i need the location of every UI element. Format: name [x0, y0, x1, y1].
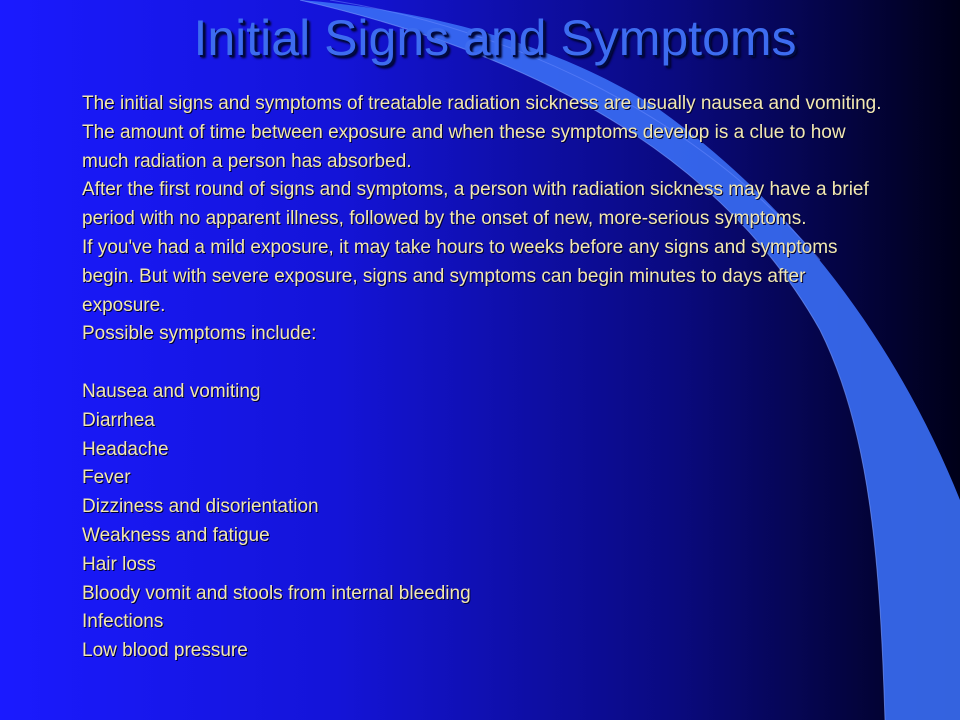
slide-body [82, 90, 882, 666]
symptom-item: Nausea and vomiting [82, 380, 261, 402]
symptom-item: Infections [82, 611, 164, 633]
symptom-item: Bloody vomit and stools from internal bleeding [82, 582, 471, 604]
symptom-item: Fever [82, 467, 131, 489]
paragraph-exposure-timing: If you've had a mild exposure, it may take hours to weeks before any signs and symptoms begin. But with severe exposure, signs and symptoms can begin minutes to days after exposure. [82, 236, 838, 316]
paragraph-symptoms-intro: Possible symptoms include: [82, 323, 317, 345]
symptom-item: Diarrhea [82, 409, 155, 431]
slide-title: Initial Signs and Symptoms [193, 10, 797, 66]
paragraph-latent-period: After the first round of signs and symptoms, a person with radiation sickness may have a brief period with no apparent illness, followed by the onset of new, more-serious symptoms. [82, 179, 869, 230]
symptom-list [82, 378, 882, 666]
blank-line [82, 349, 882, 378]
paragraph-intro: The initial signs and symptoms of treatable radiation sickness are usually nausea and vomiting. The amount of time between exposure and when these symptoms develop is a clue to how much radiation a person has absorbed. [82, 93, 882, 172]
symptom-item: Hair loss [82, 553, 156, 575]
symptom-item: Weakness and fatigue [82, 524, 270, 546]
symptom-item: Dizziness and disorientation [82, 496, 319, 518]
symptom-item: Low blood pressure [82, 640, 248, 662]
symptom-item: Headache [82, 438, 169, 460]
